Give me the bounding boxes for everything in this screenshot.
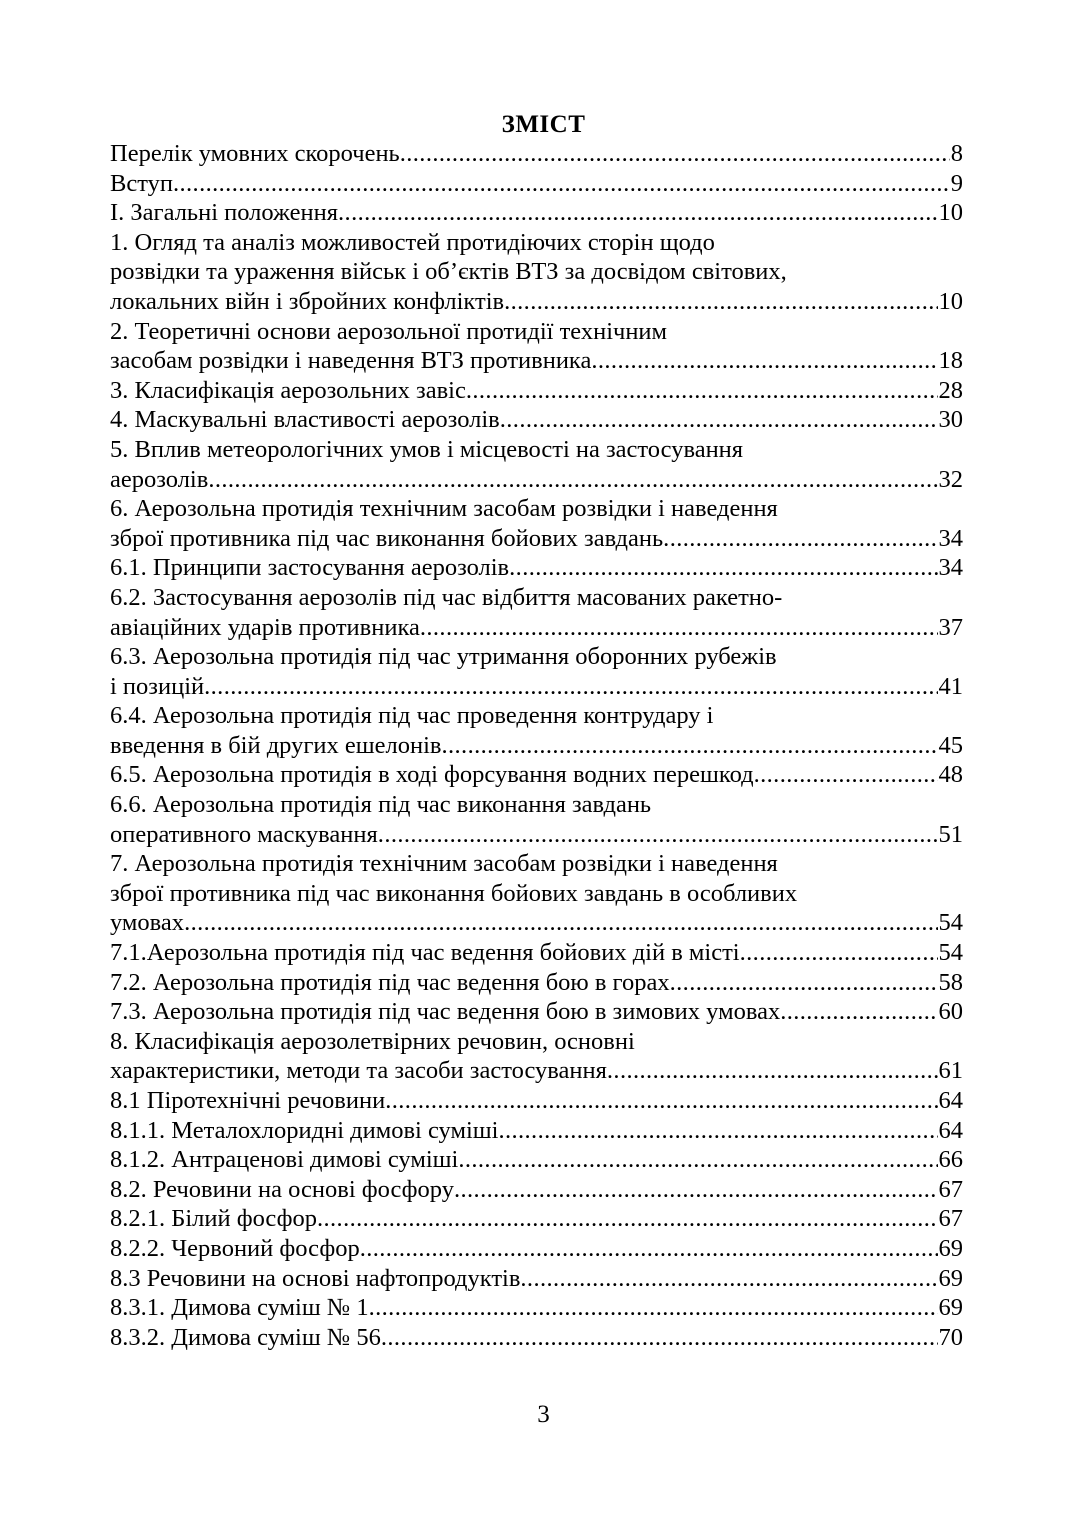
toc-page-number: 58 — [938, 968, 963, 996]
toc-entry[interactable] — [110, 790, 963, 849]
dot-leader — [500, 405, 938, 435]
toc-entry-text: 8.3.1. Димова суміш № 1 — [110, 1294, 369, 1322]
toc-entry-text: 7.1.Аерозольна протидія під час ведення бойових дій в місті — [110, 939, 740, 967]
toc-page-number: 66 — [938, 1146, 963, 1174]
toc-page-number: 9 — [950, 169, 963, 197]
toc-entry[interactable] — [110, 139, 963, 169]
toc-page-number: 28 — [938, 376, 963, 404]
toc-entry-text: 8. Класифікація аерозолетвірних речовин, основні — [110, 1027, 635, 1055]
toc-entry-last-line — [110, 1264, 963, 1294]
dot-leader — [441, 731, 937, 761]
toc-entry[interactable] — [110, 376, 963, 406]
dot-leader — [466, 376, 938, 406]
dot-leader — [454, 1175, 938, 1205]
toc-entry-text: 8.1 Піротехнічні речовини — [110, 1087, 386, 1114]
toc-entry-text: 8.2. Речовини на основі фосфору — [110, 1175, 454, 1203]
toc-page-number: 34 — [938, 524, 963, 552]
dot-leader — [509, 553, 937, 583]
dot-leader — [663, 524, 937, 554]
toc-entry[interactable] — [110, 553, 963, 583]
toc-page-number: 69 — [938, 1294, 963, 1322]
toc-page-number: 64 — [938, 1116, 963, 1144]
toc-entry-last-line — [110, 346, 963, 376]
toc-entry-text: 2. Теоретичні основи аерозольної протидії технічним — [110, 317, 668, 345]
toc-entry-text: і позицій — [110, 672, 205, 700]
toc-entry-text: засобам розвідки і наведення ВТЗ противника — [110, 347, 592, 375]
dot-leader — [378, 820, 938, 850]
toc-entry-text: 6.1. Принципи застосування аерозолів — [110, 554, 510, 582]
dot-leader — [670, 968, 938, 998]
toc-entry[interactable] — [110, 1175, 963, 1205]
toc-entry[interactable] — [110, 1204, 963, 1234]
toc-entry-last-line — [110, 1175, 963, 1205]
table-of-contents — [110, 139, 963, 1352]
toc-entry-last-line — [110, 1086, 963, 1116]
toc-entry-last-line — [110, 613, 963, 643]
dot-leader — [400, 139, 950, 169]
toc-entry-last-line — [110, 198, 963, 228]
toc-entry-last-line — [110, 1056, 963, 1086]
toc-entry-text: 6.4. Аерозольна протидія під час проведення контрудару і — [110, 702, 714, 730]
toc-entry[interactable] — [110, 583, 963, 642]
toc-entry-last-line — [110, 997, 963, 1027]
toc-page-number: 69 — [938, 1264, 963, 1292]
toc-entry-text: 8.1.2. Антраценові димові суміші — [110, 1146, 459, 1174]
toc-entry-text: локальних війн і збройних конфліктів — [110, 287, 505, 315]
toc-entry[interactable] — [110, 1234, 963, 1264]
toc-entry[interactable] — [110, 494, 963, 553]
toc-page-number: 48 — [938, 761, 963, 789]
toc-entry[interactable] — [110, 198, 963, 228]
toc-entry-last-line — [110, 1116, 963, 1146]
toc-entry-text: 8.1.1. Металохлоридні димові суміші — [110, 1116, 499, 1144]
toc-page-number: 41 — [938, 672, 963, 700]
toc-entry-text: 8.2.1. Білий фосфор — [110, 1205, 317, 1233]
toc-entry-text: І. Загальні положення — [110, 199, 339, 227]
toc-entry-last-line — [110, 553, 963, 583]
dot-leader — [369, 1293, 938, 1323]
toc-entry[interactable] — [110, 435, 963, 494]
toc-entry[interactable] — [110, 701, 963, 760]
toc-entry[interactable] — [110, 1264, 963, 1294]
dot-leader — [504, 287, 937, 317]
dot-leader — [607, 1056, 938, 1086]
dot-leader — [520, 1264, 937, 1294]
dot-leader — [208, 465, 937, 495]
dot-leader — [173, 169, 950, 199]
toc-page-number: 67 — [938, 1205, 963, 1233]
toc-entry[interactable] — [110, 938, 963, 968]
toc-page-number: 32 — [938, 465, 963, 493]
dot-leader — [458, 1145, 937, 1175]
toc-page-number: 67 — [938, 1175, 963, 1203]
page-number: 3 — [537, 1401, 550, 1428]
toc-entry-text: 6.2. Застосування аерозолів під час відбиття масованих ракетно- — [110, 583, 783, 611]
toc-entry-last-line — [110, 908, 963, 938]
toc-entry-text: зброї противника під час виконання бойових завдань — [110, 524, 664, 552]
toc-page-number: 10 — [938, 287, 963, 315]
toc-entry[interactable] — [110, 169, 963, 199]
toc-entry-text: 8.2.2. Червоний фосфор — [110, 1234, 360, 1262]
toc-entry-last-line — [110, 287, 963, 317]
dot-leader — [498, 1116, 937, 1146]
toc-entry-text: 8.3 Речовини на основі нафтопродуктів — [110, 1264, 521, 1292]
dot-leader — [317, 1204, 938, 1234]
dot-leader — [381, 1323, 938, 1353]
dot-leader — [338, 198, 937, 228]
toc-entry[interactable] — [110, 642, 963, 701]
toc-entry-last-line — [110, 968, 963, 998]
toc-page-number: 61 — [938, 1057, 963, 1085]
toc-page-number: 18 — [938, 347, 963, 375]
toc-entry-text: 6.5. Аерозольна протидія в ході форсування водних перешкод — [110, 761, 754, 789]
toc-entry-text: аерозолів — [110, 465, 209, 493]
toc-entry-text: 1. Огляд та аналіз можливостей протидіючих сторін щодо — [110, 228, 715, 256]
toc-page-number: 37 — [938, 613, 963, 641]
toc-entry-text: умовах — [110, 909, 185, 937]
dot-leader — [740, 938, 938, 968]
dot-leader — [204, 672, 937, 702]
toc-page-number: 8 — [950, 140, 963, 167]
toc-page-number: 54 — [938, 939, 963, 967]
dot-leader — [360, 1234, 938, 1264]
toc-entry-text: розвідки та ураження військ і об’єктів ВТЗ за досвідом світових, — [110, 258, 787, 286]
toc-page-number: 51 — [938, 820, 963, 848]
toc-entry-last-line — [110, 405, 963, 435]
toc-page-number: 45 — [938, 731, 963, 759]
toc-page-number: 60 — [938, 998, 963, 1026]
toc-entry-last-line — [110, 169, 963, 199]
toc-page-number: 34 — [938, 554, 963, 582]
toc-entry-text: 8.3.2. Димова суміш № 56 — [110, 1323, 381, 1351]
toc-entry-text: 6.6. Аерозольна протидія під час виконання завдань — [110, 791, 652, 819]
dot-leader — [420, 613, 938, 643]
toc-page-number: 69 — [938, 1234, 963, 1262]
toc-entry-last-line — [110, 938, 963, 968]
toc-entry[interactable] — [110, 968, 963, 998]
toc-entry[interactable] — [110, 1027, 963, 1086]
toc-entry-text: 4. Маскувальні властивості аерозолів — [110, 406, 500, 434]
page-title: ЗМІСТ — [501, 111, 586, 138]
dot-leader — [591, 346, 937, 376]
toc-entry[interactable] — [110, 997, 963, 1027]
toc-entry-last-line — [110, 1145, 963, 1175]
toc-entry-text: 6. Аерозольна протидія технічним засобам розвідки і наведення — [110, 495, 778, 523]
toc-entry-text: Вступ — [110, 169, 173, 197]
toc-entry[interactable] — [110, 1323, 963, 1353]
toc-entry-text: 6.3. Аерозольна протидія під час утримання оборонних рубежів — [110, 643, 777, 671]
toc-entry-text: характеристики, методи та засоби застосування — [110, 1057, 607, 1085]
toc-entry-last-line — [110, 1234, 963, 1264]
toc-entry-text: зброї противника під час виконання бойових завдань в особливих — [110, 879, 798, 907]
dot-leader — [780, 997, 937, 1027]
toc-entry[interactable] — [110, 1086, 963, 1116]
dot-leader — [184, 908, 937, 938]
toc-entry-text: авіаційних ударів противника — [110, 613, 420, 641]
toc-entry-text: введення в бій других ешелонів — [110, 731, 442, 759]
toc-page-number: 10 — [938, 199, 963, 227]
toc-entry-last-line — [110, 672, 963, 702]
toc-entry-text: 7. Аерозольна протидія технічним засобам розвідки і наведення — [110, 850, 778, 878]
toc-entry-text: 5. Вплив метеорологічних умов і місцевості на застосування — [110, 435, 744, 463]
toc-entry-last-line — [110, 376, 963, 406]
toc-entry[interactable] — [110, 405, 963, 435]
toc-entry[interactable] — [110, 760, 963, 790]
toc-entry-last-line — [110, 760, 963, 790]
toc-entry-last-line — [110, 1204, 963, 1234]
toc-entry-last-line — [110, 1293, 963, 1323]
toc-page-number: 30 — [938, 406, 963, 434]
toc-entry-last-line — [110, 820, 963, 850]
toc-entry-last-line — [110, 524, 963, 554]
toc-entry-text: 3. Класифікація аерозольних завіс — [110, 376, 466, 404]
toc-entry[interactable] — [110, 1293, 963, 1323]
toc-entry-text: 7.2. Аерозольна протидія під час ведення бою в горах — [110, 968, 670, 996]
toc-entry-text: Перелік умовних скорочень — [110, 140, 400, 167]
dot-leader — [754, 760, 938, 790]
toc-entry-last-line — [110, 731, 963, 761]
toc-entry-last-line — [110, 1323, 963, 1353]
toc-page-number: 54 — [938, 909, 963, 937]
toc-entry-text: оперативного маскування — [110, 820, 378, 848]
toc-entry[interactable] — [110, 1116, 963, 1146]
toc-entry[interactable] — [110, 849, 963, 938]
toc-entry[interactable] — [110, 228, 963, 317]
toc-entry[interactable] — [110, 317, 963, 376]
toc-entry[interactable] — [110, 1145, 963, 1175]
toc-entry-text: 7.3. Аерозольна протидія під час ведення бою в зимових умовах — [110, 998, 781, 1026]
toc-entry-last-line — [110, 139, 963, 169]
dot-leader — [385, 1086, 937, 1116]
toc-entry-last-line — [110, 465, 963, 495]
toc-page-number: 70 — [938, 1323, 963, 1351]
toc-page-number: 64 — [938, 1087, 963, 1114]
